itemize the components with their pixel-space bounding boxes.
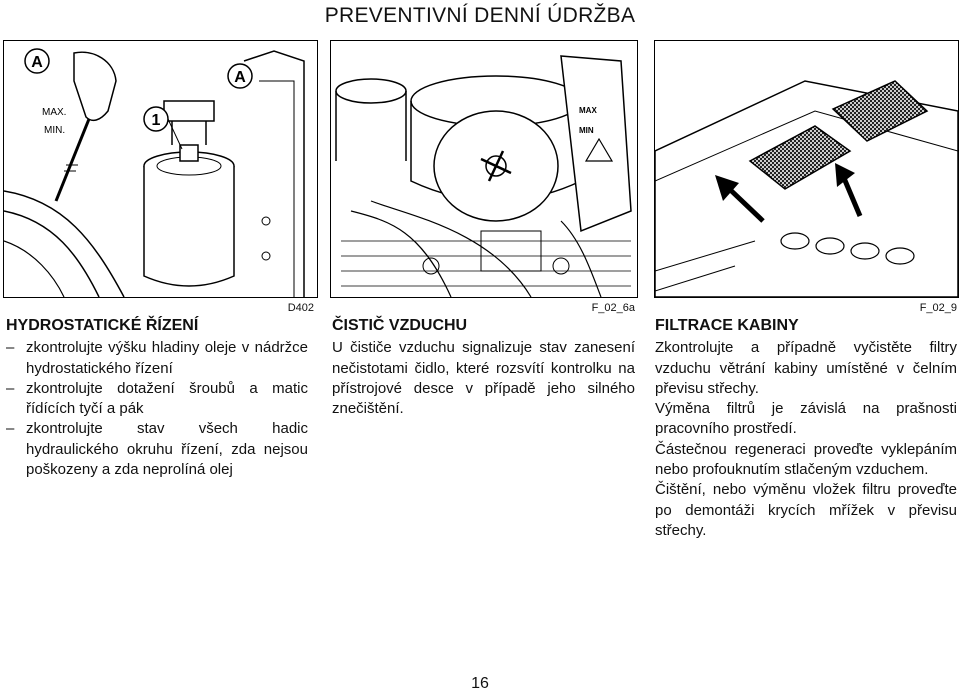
air-cleaner-paragraph: U čističe vzduchu signalizuje stav zanesení nečistotami čidlo, které rozsvítí kontrolku na přístrojové desce v případě jeho silného znečištění. [332,339,635,418]
cab-filter-illustration [655,41,958,297]
dipstick-min-label: MIN. [44,125,66,136]
list-item: – zkontrolujte výšku hladiny oleje v nádržce hydrostatického řízení [6,338,308,379]
dipstick-max-label: MAX. [42,107,67,118]
air-cleaner-illustration [331,41,637,297]
callout-1: 1 [151,112,161,129]
page-title: PREVENTIVNÍ DENNÍ ÚDRŽBA [324,4,636,27]
cab-paragraph: Zkontrolujte a případně vyčistěte filtry vzduchu větrání kabiny umístěné v čelním převisu střechy. [655,339,957,397]
callout-a-left: A [31,54,43,71]
reservoir-illustration [4,41,317,297]
heading-hydrostatic-steering: HYDROSTATICKÉ ŘÍZENÍ [6,317,199,334]
cab-paragraph: Částečnou regeneraci proveďte vyklepáním nebo profouknutím stlačeným vzduchem. [655,440,957,479]
cab-paragraph: Výměna filtrů je závislá na prašnosti pracovního prostředí. [655,400,957,438]
heading-air-cleaner: ČISTIČ VZDUCHU [332,317,468,334]
tank-min-label: MIN [579,126,594,135]
heading-cab-filtration: FILTRACE KABINY [655,317,799,334]
figure-code-d402: D402 [287,302,314,314]
figure-code-f02-6a: F_02_6a [591,302,635,314]
figure-code-f02-9: F_02_9 [919,302,957,314]
page-number: 16 [471,675,489,692]
hydro-checklist [6,338,308,480]
figure-hydrostatic-reservoir [3,40,318,298]
cab-paragraph: Čištění, nebo výměnu vložek filtru proveďte po demontáži krycích mřížek v převisu střechy. [655,481,957,539]
figure-air-cleaner [330,40,638,298]
tank-max-label: MAX [579,106,597,115]
figure-cab-filters [654,40,959,298]
list-item: – zkontrolujte dotažení šroubů a matic řídících tyčí a pák [6,379,308,420]
section-cab-filtration [655,316,957,541]
list-item: – zkontrolujte stav všech hadic hydraulického okruhu řízení, zda nejsou poškozeny a zda neprolíná olej [6,419,308,480]
callout-a-right: A [234,69,246,86]
section-hydrostatic-steering [6,316,308,480]
section-air-cleaner [332,316,635,419]
